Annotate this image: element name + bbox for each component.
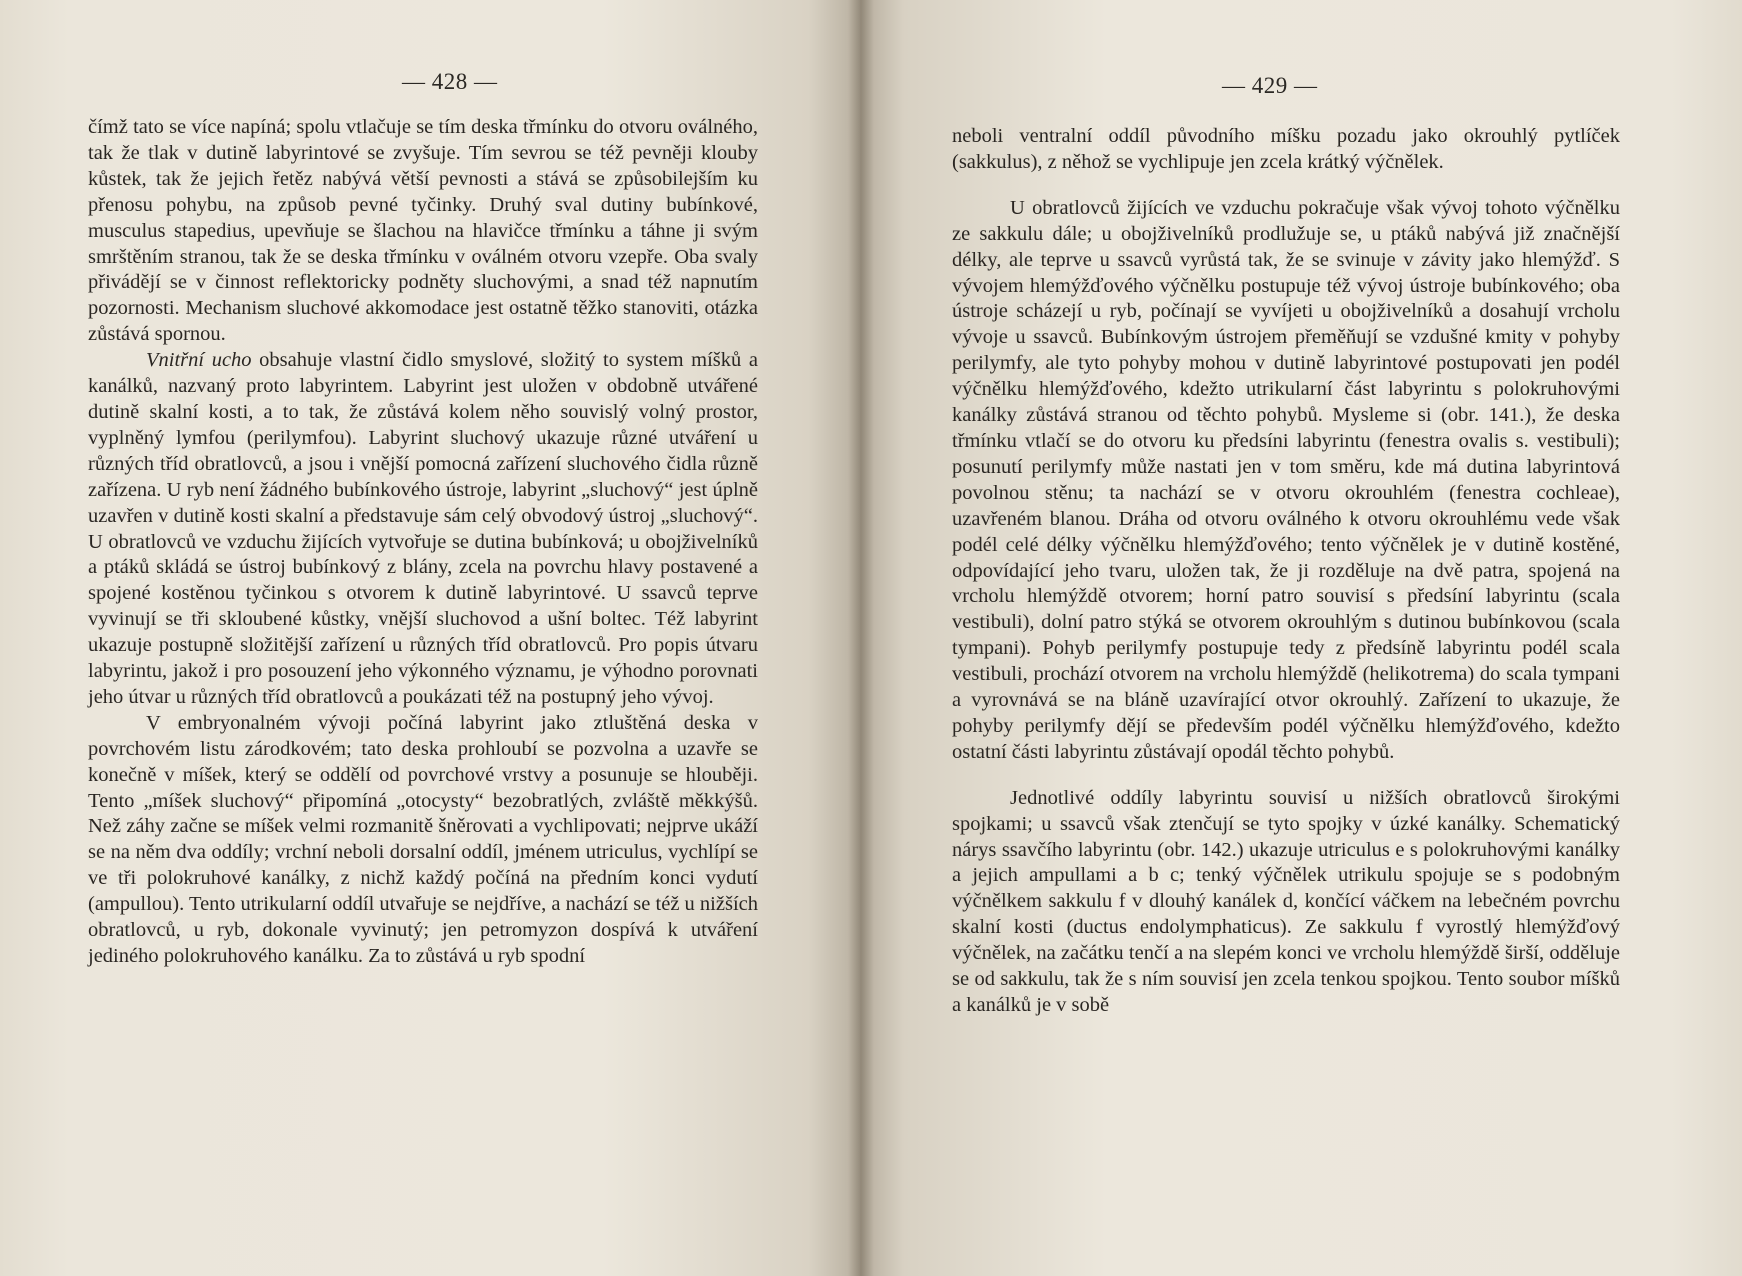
paragraph-text: obsahuje vlastní čidlo smyslové, složitý to system míšků a kanálků, nazvaný proto labyrintem. Labyrint jest uložen v obdobně utvářené dutině skalní kosti, a to tak, že zůstává kolem něho souvislý volný prostor, vyplněný lymfou (perilymfou). Labyrint sluchový ukazuje různé utváření u různých tříd obratlovců, a jsou i vnější pomocná zařízení sluchového čidla různě zařízena. U ryb není žádného bubínkového ústroje, labyrint „sluchový“ jest úplně uzavřen v dutině kosti skalní a představuje sám celý obvodový ústroj „sluchový“. U obratlovců ve vzduchu žijících vytvořuje se dutina bubínková; u obojživelníků a ptáků skládá se ústroj bubínkový z blány, zcela na povrchu hlavy postavené a spojené kostěnou tyčinkou s otvorem k dutině labyrintové. U ssavců teprve vyvinují se tři skloubené kůstky, vnější sluchovod a ušní boltec. Též labyrint ukazuje postupně složitější zařízení u různých tříd obratlovců. Pro popis útvaru labyrintu, jakož i pro posouzení jeho výkonného významu, je výhodno porovnati jeho útvar u různých tříd obratlovců a poukázati též na postupný jeho vývoj. <box>88 349 758 708</box>
right-page <box>860 0 1742 1276</box>
inline-heading: Vnitřní ucho <box>146 349 252 372</box>
paragraph: neboli ventralní oddíl původního míšku pozadu jako okrouhlý pytlíček (sakkulus), z něhož se vychlipuje jen zcela krátký výčnělek. <box>952 125 1620 173</box>
book-gutter <box>848 0 874 1276</box>
left-page <box>0 0 860 1276</box>
paragraph: Jednotlivé oddíly labyrintu souvisí u nižších obratlovců širokými spojkami; u ssavců však ztenčují se tyto spojky v úzké kanálky. Schematický nárys ssavčího labyrintu (obr. 142.) ukazuje utriculus e s polokruhovými kanálky a jejich ampullami a b c; tenký výčnělek utrikulu spojuje se s podobným výčnělkem sakkulu f v dlouhý kanálek d, končící váčkem na lebečném povrchu skalní kosti (ductus endolymphaticus). Ze sakkulu f vyrostlý hlemýžďový výčnělek, na začátku tenčí a na slepém konci ve vrcholu hlemýždě širší, odděluje se od sakkulu, tak že s ním souvisí jen zcela tenkou spojkou. Tento soubor míšků a kanálků je v sobě <box>952 786 1620 1016</box>
paragraph: čímž tato se více napíná; spolu vtlačuje se tím deska třmínku do otvoru oválného, tak že tlak v dutině labyrintové se zvyšuje. Tím sevrou se též pevněji klouby kůstek, tak že jejich řetěz nabývá větší pevnosti a stává se způsobilejším ku přenosu pohybu, na způsob pevné tyčinky. Druhý sval dutiny bubínkové, musculus stapedius, upevňuje se šlachou na hlavičce třmínku a táhne ji svým smrštěním stranou, tak že se deska třmínku v oválném otvoru vzepře. Oba svaly přivádějí se v činnost reflektoricky podněty sluchovými, a snad též napnutím pozornosti. Mechanism sluchové akkomodace jest ostatně těžko stanoviti, otázka zůstává spornou. <box>88 116 758 346</box>
paragraph: V embryonalném vývoji počíná labyrint jako ztluštěná deska v povrchovém listu zárodkovém; tato deska prohloubí se pozvolna a uzavře se konečně v míšek, který se oddělí od povrchové vrstvy a posunuje se hlouběji. Tento „míšek sluchový“ připomíná „otocysty“ bezobratlých, zvláště měkkýšů. Než záhy začne se míšek velmi rozmanitě šněrovati a vychlipovati; nejprve ukáží se na něm dva oddíly; vrchní neboli dorsalní oddíl, jménem utriculus, vychlípí se ve tři polokruhové kanálky, z nichž každý počíná na předním konci vydutí (ampullou). Tento utrikularní oddíl utvařuje se nejdříve, a nachází se též u nižších obratlovců, u ryb, dokonale vyvinutý; jen petromyzon dospívá k utváření jediného polokruhového kanálku. Za to zůstává u ryb spodní <box>88 711 758 967</box>
right-page-body <box>952 124 1620 1019</box>
left-page-body <box>88 115 758 970</box>
paragraph: U obratlovců žijících ve vzduchu pokračuje však vývoj tohoto výčnělku ze sakkulu dále; u obojživelníků prodlužuje se, u ptáků nabývá již značnější délky, ale teprve u ssavců vyrůstá tak, že se svinuje v závity jako hlemýžď. S vývojem hlemýžďového výčnělku postupuje též vývoj ústroje bubínkového; oba ústroje scházejí u ryb, počínají se vyvíjeti u obojživelníků a dosahují vrcholu vývoje u ssavců. Bubínkovým ústrojem přeměňují se vzdušné kmity v pohyby perilymfy, ale tyto pohyby mohou v dutině labyrintové postupovati jen podél výčnělku hlemýžďového, kdežto utrikularní část labyrintu s polokruhovými kanálky zůstává stranou od těchto pohybů. Mysleme si (obr. 141.), že deska třmínku vtlačí se do otvoru ku předsíni labyrintu (fenestra ovalis s. vestibuli); posunutí perilymfy může nastati jen v tom směru, kde má dutina labyrintová povolnou stěnu; ta nachází se v otvoru okrouhlém (fenestra cochleae), uzavřeném blanou. Dráha od otvoru oválného k otvoru okrouhlému vede však podél celé délky výčnělku hlemýžďového; tento výčnělek je v dutině kostěné, odpovídající jeho tvaru, uložen tak, že ji rozděluje na dvě patra, spojená na vrcholu hlemýždě otvorem; horní patro souvisí s předsíní labyrintu (scala vestibuli), dolní patro stýká se otvorem okrouhlým s dutinou bubínkovou (scala tympani). Pohyb perilymfy postupuje tedy z předsíně labyrintu podél scala vestibuli, prochází otvorem na vrcholu hlemýždě (helikotrema) do scala tympani a vyrovnává se na bláně uzavírající otvor okrouhlý. Zařízení to ukazuje, že pohyby perilymfy dějí se především podél výčnělku hlemýžďového, kdežto ostatní části labyrintu zůstávají opodál těchto pohybů. <box>952 196 1620 763</box>
paragraph <box>88 348 758 711</box>
page-number-right: — 429 — <box>1222 73 1318 98</box>
page-number-left: — 428 — <box>402 69 498 94</box>
